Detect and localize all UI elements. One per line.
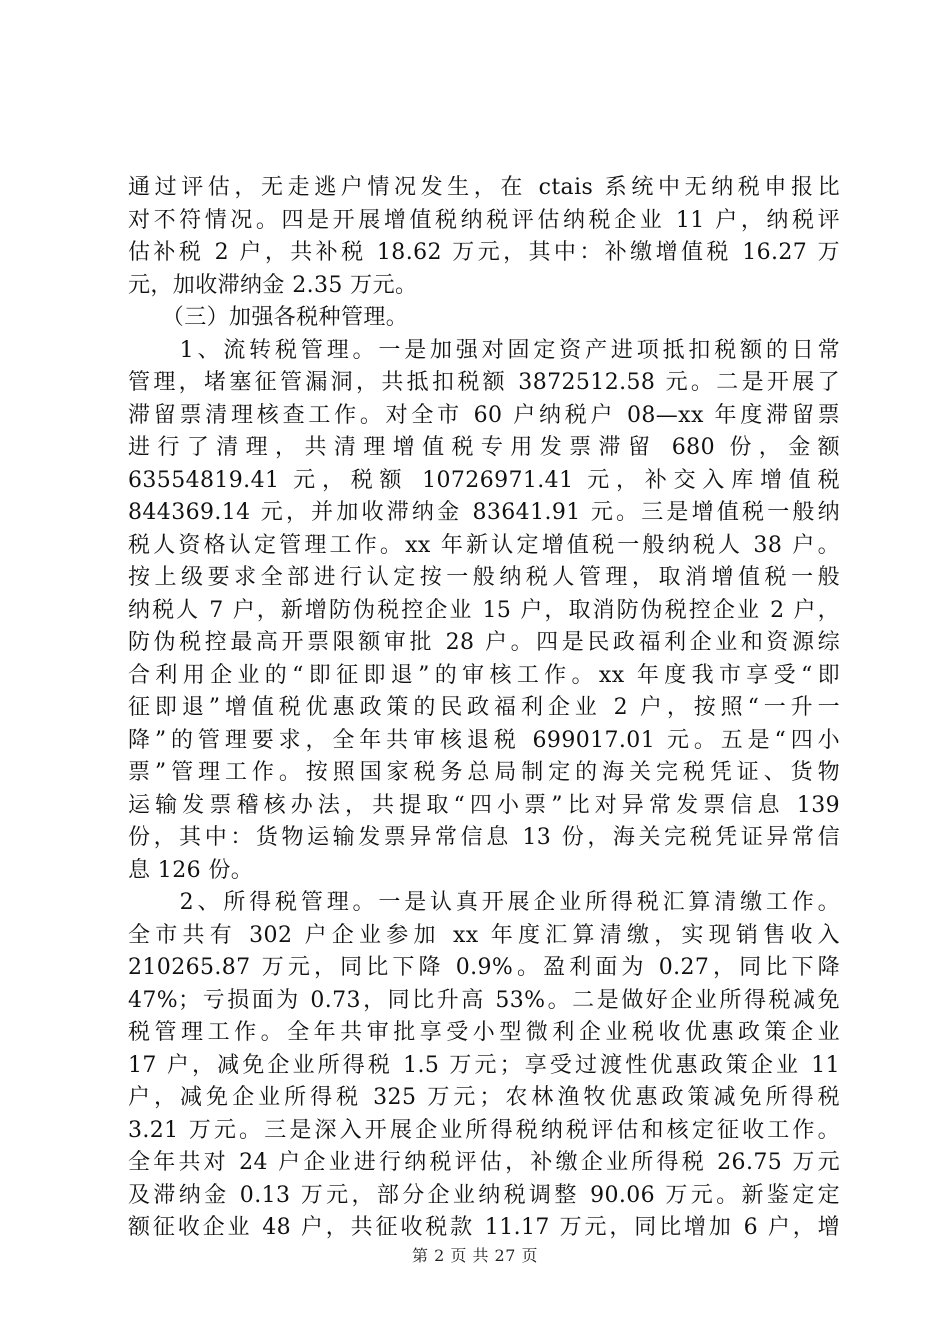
text-line: 3.21 万元。三是深入开展企业所得税纳税评估和核定征收工作。	[128, 1117, 840, 1143]
text-line: 全市共有 302 户企业参加 xx 年度汇算清缴，实现销售收入	[128, 922, 840, 948]
text-line: 票”管理工作。按照国家税务总局制定的海关完税凭证、货物	[128, 760, 840, 785]
text-line: 税管理工作。全年共审批享受小型微利企业税收优惠政策企业	[128, 1020, 840, 1045]
text-line: 210265.87 万元，同比下降 0.9%。盈利面为 0.27，同比下降	[128, 955, 840, 980]
text-line: 合利用企业的“即征即退”的审核工作。xx 年度我市享受“即	[128, 662, 840, 688]
text-line: 管理，堵塞征管漏洞，共抵扣税额 3872512.58 元。二是开展了	[128, 370, 840, 395]
text-line: 及滞纳金 0.13 万元，部分企业纳税调整 90.06 万元。新鉴定定	[128, 1182, 840, 1208]
text-line: 防伪税控最高开票限额审批 28 户。四是民政福利企业和资源综	[128, 630, 840, 655]
body-text	[128, 172, 840, 1245]
text-line: 征即退”增值税优惠政策的民政福利企业 2 户，按照“一升一	[128, 695, 840, 720]
text-line: 17 户，减免企业所得税 1.5 万元；享受过渡性优惠政策企业 11	[128, 1052, 840, 1078]
text-line: 63554819.41 元，税额 10726971.41 元，补交入库增值税	[128, 467, 840, 493]
text-line: 47%；亏损面为 0.73，同比升高 53%。二是做好企业所得税减免	[128, 987, 840, 1013]
page-footer: 第 2 页 共 27 页	[412, 1246, 538, 1265]
text-line: 1、流转税管理。一是加强对固定资产进项抵扣税额的日常	[128, 337, 840, 363]
text-line: 元，加收滞纳金 2.35 万元。	[128, 272, 418, 298]
text-line: 全年共对 24 户企业进行纳税评估，补缴企业所得税 26.75 万元	[128, 1150, 840, 1175]
text-line: 息 126 份。	[128, 857, 254, 883]
text-line: 纳税人 7 户，新增防伪税控企业 15 户，取消防伪税控企业 2 户，	[128, 597, 840, 623]
text-line: 进行了清理，共清理增值税专用发票滞留 680 份，金额	[128, 435, 840, 460]
text-line: 户，减免企业所得税 325 万元；农林渔牧优惠政策减免所得税	[128, 1085, 840, 1110]
text-line: 滞留票清理核查工作。对全市 60 户纳税户 08—xx 年度滞留票	[128, 402, 840, 428]
text-line: 运输发票稽核办法，共提取“四小票”比对异常发票信息 139	[128, 792, 840, 818]
text-line: （三）加强各税种管理。	[128, 305, 409, 330]
text-line: 844369.14 元，并加收滞纳金 83641.91 元。三是增值税一般纳	[128, 500, 840, 525]
text-line: 估补税 2 户，共补税 18.62 万元，其中：补缴增值税 16.27 万	[128, 240, 840, 265]
text-line: 降”的管理要求，全年共审核退税 699017.01 元。五是“四小	[128, 727, 840, 753]
text-line: 份，其中：货物运输发票异常信息 13 份，海关完税凭证异常信	[128, 825, 840, 850]
text-line: 对不符情况。四是开展增值税纳税评估纳税企业 11 户，纳税评	[128, 207, 840, 233]
text-line: 税人资格认定管理工作。xx 年新认定增值税一般纳税人 38 户。	[128, 532, 840, 558]
text-line: 2、所得税管理。一是认真开展企业所得税汇算清缴工作。	[128, 890, 840, 915]
text-line: 额征收企业 48 户，共征收税款 11.17 万元，同比增加 6 户，增	[128, 1215, 840, 1240]
text-line: 按上级要求全部进行认定按一般纳税人管理，取消增值税一般	[128, 565, 840, 590]
text-line: 通过评估，无走逃户情况发生，在 ctais 系统中无纳税申报比	[128, 175, 840, 200]
